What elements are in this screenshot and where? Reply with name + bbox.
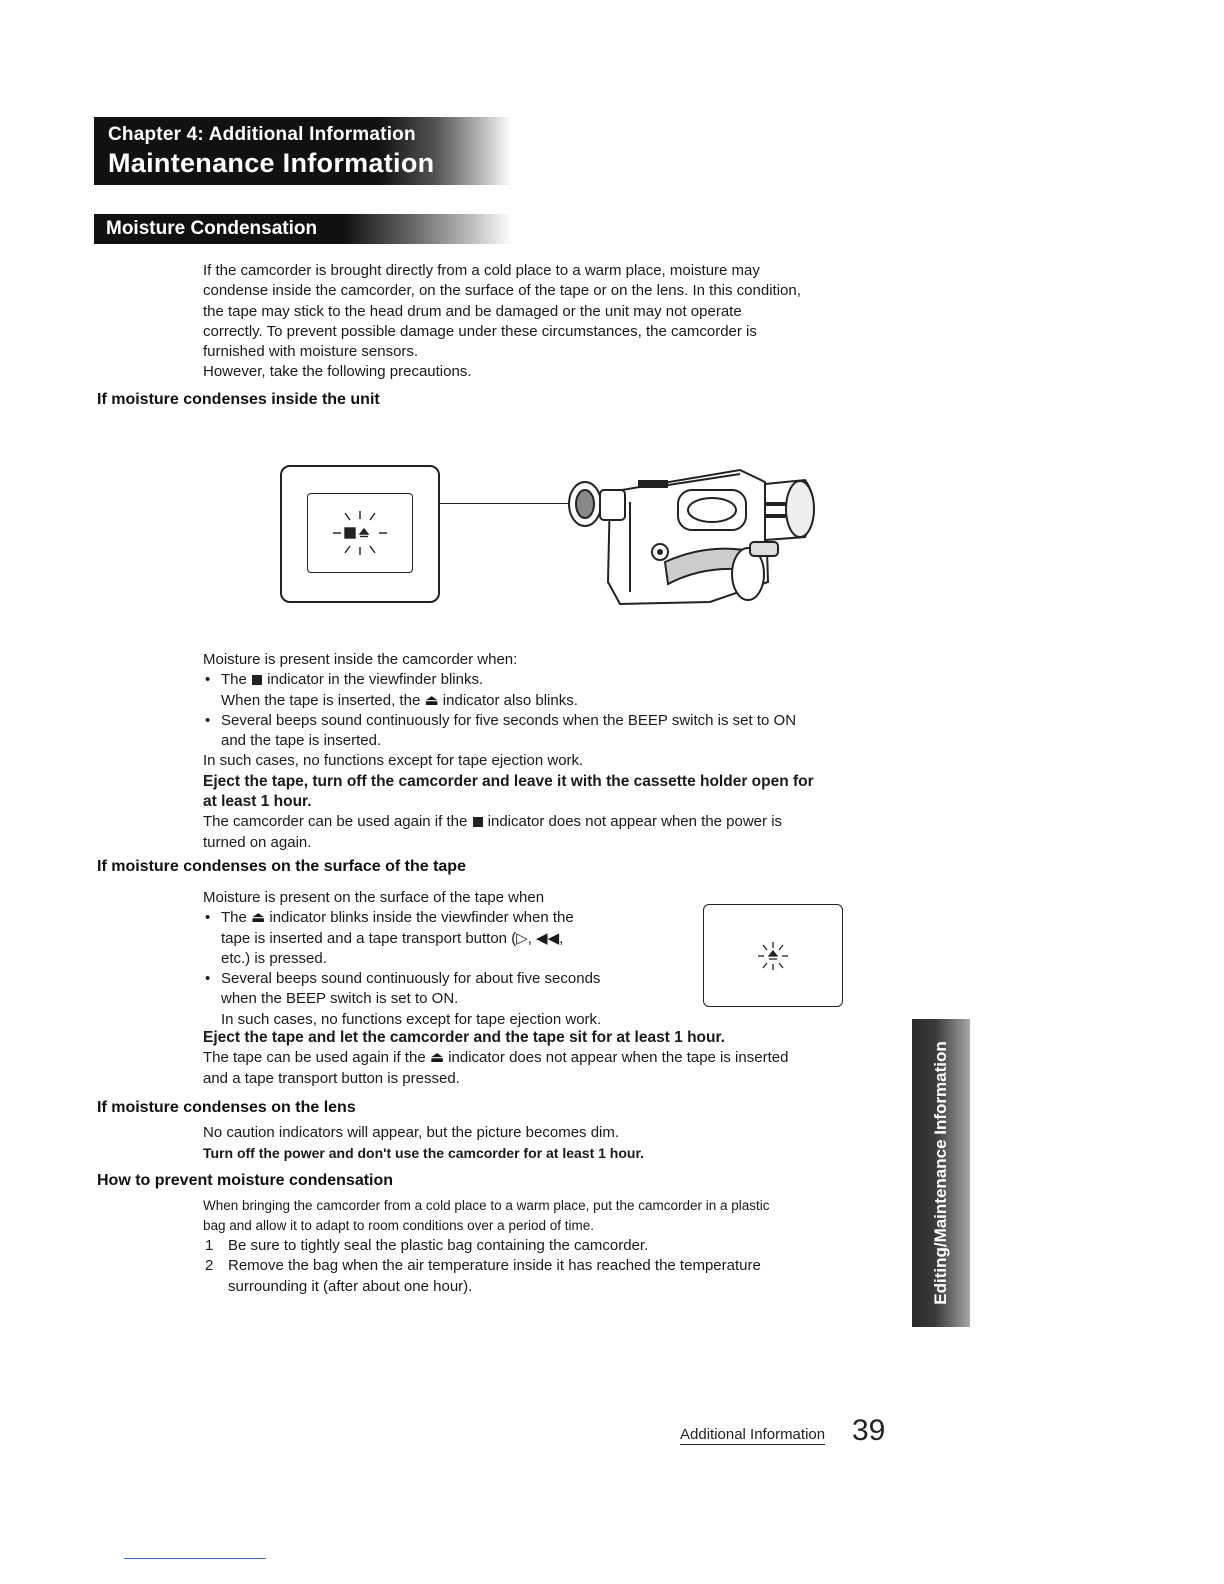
bottom-rule [124, 1558, 266, 1559]
tape-warning: Eject the tape and let the camcorder and the tape sit for at least 1 hour. [203, 1029, 725, 1046]
heading-prevent: How to prevent moisture condensation [97, 1172, 394, 1189]
viewfinder-blink-indicator-icon [307, 493, 413, 573]
tape-details-2 [203, 1028, 893, 1089]
side-tab-label: Editing/Maintenance Information [931, 1041, 950, 1305]
lens-details [203, 1123, 893, 1163]
intro-line: correctly. To prevent possible damage under these circumstances, the camcorder is [203, 322, 757, 340]
step-number: 1 [205, 1237, 214, 1254]
heading-inside-unit: If moisture condenses inside the unit [97, 391, 380, 408]
intro-line: However, take the following precautions. [203, 363, 472, 381]
step-2: 2 Remove the bag when the air temperature inside it has reached the temperature [203, 1256, 893, 1276]
eject-blink-indicator-icon [703, 904, 843, 1007]
list-item-continuation: When the tape is inserted, the ⏏ indicator also blinks. [221, 691, 578, 709]
tape-again-line-1: The tape can be used again if the ⏏ indicator does not appear when the tape is inserted [203, 1049, 789, 1067]
inside-warning-line-1: Eject the tape, turn off the camcorder and leave it with the cassette holder open for [203, 772, 814, 790]
callout-line [440, 503, 580, 504]
prevent-line-2: bag and allow it to adapt to room conditions over a period of time. [203, 1218, 594, 1233]
intro-line: furnished with moisture sensors. [203, 343, 419, 361]
eject-icon: ⏏ [251, 909, 266, 927]
step-2-continuation: surrounding it (after about one hour). [228, 1277, 473, 1295]
page-number: 39 [852, 1414, 886, 1447]
moisture-indicator-icon [252, 675, 262, 685]
eject-icon: ⏏ [424, 691, 439, 709]
inside-again-line-2: turned on again. [203, 833, 312, 851]
footer-label: Additional Information [680, 1426, 826, 1443]
tape-details [203, 888, 673, 1030]
step-1: 1 Be sure to tightly seal the plastic bag containing the camcorder. [203, 1236, 893, 1256]
inside-details [203, 650, 893, 853]
tape-again-line-2: and a tape transport button is pressed. [203, 1069, 460, 1087]
lens-line: No caution indicators will appear, but the picture becomes dim. [203, 1124, 620, 1141]
moisture-indicator-icon [473, 817, 483, 827]
prevent-line-1: When bringing the camcorder from a cold place to a warm place, put the camcorder in a plastic [203, 1198, 770, 1213]
heading-lens: If moisture condenses on the lens [97, 1099, 356, 1116]
prevent-details [203, 1196, 893, 1297]
list-item: • The ⏏ indicator blinks inside the viewfinder when the [205, 909, 574, 927]
inside-present: Moisture is present inside the camcorder when: [203, 651, 518, 668]
intro-paragraph [203, 261, 893, 383]
inside-cases: In such cases, no functions except for tape ejection work. [203, 752, 584, 770]
list-item-continuation: and the tape is inserted. [221, 732, 382, 750]
list-item-continuation: tape is inserted and a tape transport button (▷, ◀◀, [221, 929, 564, 947]
step-number: 2 [205, 1257, 214, 1275]
list-item: • The indicator in the viewfinder blinks. [205, 671, 484, 689]
lens-warning: Turn off the power and don't use the camcorder for at least 1 hour. [203, 1145, 645, 1162]
list-item-continuation: etc.) is pressed. [221, 949, 327, 967]
camcorder-illustration [560, 462, 820, 622]
list-item-continuation: when the BEEP switch is set to ON. [221, 990, 459, 1008]
page-title: Maintenance Information [108, 148, 435, 178]
chapter-label: Chapter 4: Additional Information [108, 124, 416, 145]
intro-line: If the camcorder is brought directly from a cold place to a warm place, moisture may [203, 262, 760, 279]
list-item: • Several beeps sound continuously for about five seconds [205, 970, 601, 988]
list-item-continuation: In such cases, no functions except for tape ejection work. [221, 1010, 602, 1028]
intro-line: the tape may stick to the head drum and be damaged or the unit may not operate [203, 302, 742, 320]
inside-again-line-1: The camcorder can be used again if the indicator does not appear when the power is [203, 813, 783, 831]
list-item: • Several beeps sound continuously for five seconds when the BEEP switch is set to ON [205, 711, 797, 729]
inside-warning-line-2: at least 1 hour. [203, 793, 312, 811]
intro-line: condense inside the camcorder, on the surface of the tape or on the lens. In this condition, [203, 282, 801, 300]
section-title: Moisture Condensation [106, 218, 318, 239]
eject-icon: ⏏ [429, 1049, 445, 1067]
tape-present: Moisture is present on the surface of the tape when [203, 889, 545, 906]
heading-tape-surface: If moisture condenses on the surface of the tape [97, 858, 466, 875]
